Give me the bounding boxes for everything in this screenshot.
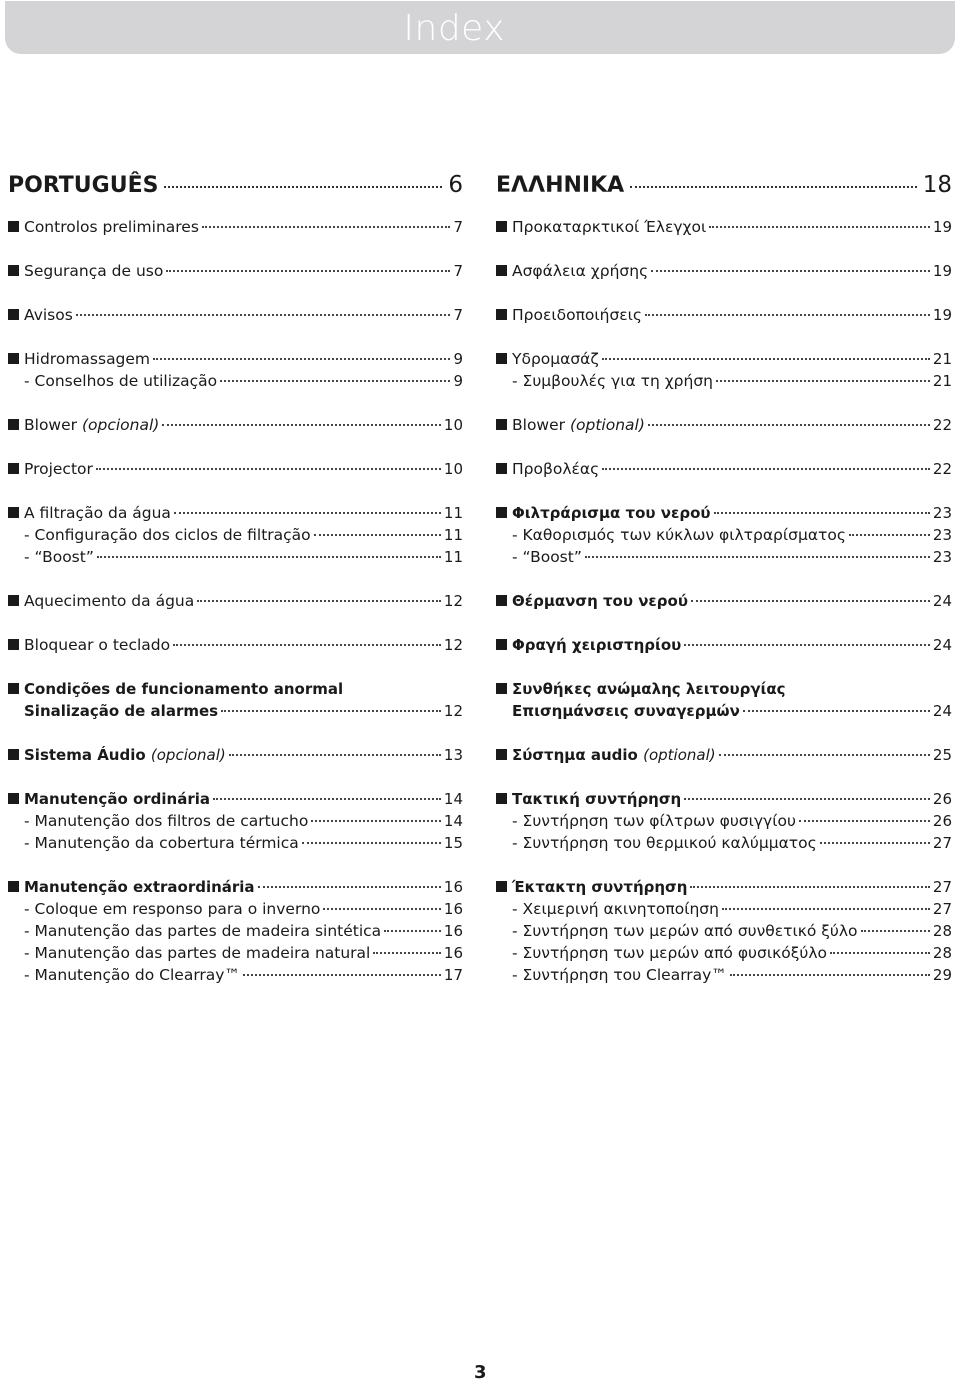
bullet-square-icon <box>8 463 19 474</box>
toc-entry-text: Επισημάνσεις συναγερμών <box>512 702 740 720</box>
toc-entry-text: Condições de funcionamento anormal <box>24 680 344 698</box>
toc-entry-page: 27 <box>932 834 952 852</box>
toc-subentry[interactable] <box>496 920 952 942</box>
dot-leader <box>174 512 441 514</box>
toc-entry[interactable] <box>496 502 952 524</box>
toc-entry-label <box>512 634 681 656</box>
dot-leader <box>684 644 930 646</box>
dot-leader <box>861 930 930 932</box>
toc-entry-page: 10 <box>443 416 463 434</box>
toc-entry-page: 15 <box>443 834 463 852</box>
dot-leader <box>162 424 441 426</box>
toc-entry-page: 14 <box>443 812 463 830</box>
toc-entry-label <box>512 678 786 700</box>
toc-group <box>8 260 463 282</box>
dot-leader <box>173 644 441 646</box>
toc-entry-page: 7 <box>453 218 463 236</box>
toc-entry-page: 16 <box>443 944 463 962</box>
toc-entry-label <box>24 502 171 524</box>
toc-group <box>8 348 463 392</box>
toc-entry[interactable] <box>8 216 463 238</box>
toc-subentry[interactable] <box>496 964 952 986</box>
toc-entry[interactable] <box>8 788 463 810</box>
bullet-square-icon <box>8 353 19 364</box>
toc-entry-label <box>24 634 170 656</box>
bullet-square-icon <box>8 639 19 650</box>
toc-entry-label <box>512 832 817 854</box>
toc-entry-text: - Καθορισμός των κύκλων φιλτραρίσματος <box>512 526 846 544</box>
toc-entry-label <box>512 700 740 722</box>
toc-subentry[interactable] <box>496 810 952 832</box>
toc-entry-text: Manutenção ordinária <box>24 790 211 808</box>
toc-entry-text: Controlos preliminares <box>24 218 199 236</box>
bullet-square-icon <box>8 793 19 804</box>
toc-entry-text: - Συμβουλές για τη χρήση <box>512 372 713 390</box>
toc-group <box>496 458 952 480</box>
toc-group <box>496 788 952 854</box>
dot-leader <box>648 424 930 426</box>
toc-entry-page: 14 <box>443 790 463 808</box>
toc-entry-page: 23 <box>932 526 952 544</box>
toc-entry-optional-note: (opcional) <box>150 746 226 764</box>
toc-entry[interactable] <box>8 876 463 898</box>
toc-entry-text: - Συντήρηση του Clearray™ <box>512 966 727 984</box>
toc-entry-label <box>24 304 73 326</box>
toc-subentry[interactable] <box>496 370 952 392</box>
toc-entry-page: 26 <box>932 812 952 830</box>
bullet-square-icon <box>8 309 19 320</box>
toc-group <box>496 304 952 326</box>
toc-entry-text: Projector <box>24 460 93 478</box>
toc-entry-label <box>512 810 796 832</box>
toc-entry-page: 21 <box>932 372 952 390</box>
language-page: 18 <box>922 172 952 198</box>
toc-entry-text: - Manutenção das partes de madeira sintética <box>24 922 382 940</box>
toc-entry-text: Έκτακτη συντήρηση <box>512 878 688 896</box>
toc-entry-text: - Manutenção da cobertura térmica <box>24 834 299 852</box>
toc-groups <box>496 216 952 986</box>
toc-group <box>496 348 952 392</box>
toc-entry-label <box>24 876 255 898</box>
header-bar <box>5 1 955 54</box>
toc-entry-text: - Συντήρηση του θερμικού καλύμματος <box>512 834 817 852</box>
dot-leader <box>602 358 930 360</box>
toc-entry-label <box>24 898 320 920</box>
toc-subentry[interactable] <box>496 700 952 722</box>
toc-entry-page: 16 <box>443 900 463 918</box>
toc-entry-page: 9 <box>453 350 463 368</box>
toc-subentry[interactable] <box>8 700 463 722</box>
toc-entry-text: - Coloque em responso para o inverno <box>24 900 321 918</box>
toc-group <box>8 502 463 568</box>
toc-entry-page: 11 <box>443 548 463 566</box>
toc-entry-text: - Configuração dos ciclos de filtração <box>24 526 311 544</box>
bullet-square-icon <box>496 463 507 474</box>
toc-entry-page: 25 <box>932 746 952 764</box>
toc-entry-label <box>24 964 240 986</box>
toc-entry-text: Manutenção extraordinária <box>24 878 255 896</box>
dot-leader <box>197 600 441 602</box>
toc-entry-text: Φραγή χειριστηρίου <box>512 636 682 654</box>
language-label: ΕΛΛΗΝΙΚΑ <box>496 173 625 198</box>
dot-leader <box>220 380 450 382</box>
toc-entry-text: Hidromassagem <box>24 350 151 368</box>
toc-entry[interactable] <box>496 744 952 766</box>
bullet-square-icon <box>496 221 507 232</box>
toc-entry-label <box>512 920 858 942</box>
bullet-square-icon <box>496 353 507 364</box>
dot-leader <box>719 754 930 756</box>
bullet-square-icon <box>496 881 507 892</box>
toc-entry-label <box>512 744 716 766</box>
language-heading[interactable] <box>8 172 463 208</box>
toc-entry-page: 19 <box>932 262 952 280</box>
toc-group <box>8 678 463 722</box>
toc-entry-page: 12 <box>443 702 463 720</box>
toc-subentry[interactable] <box>8 370 463 392</box>
toc-entry-page: 19 <box>932 218 952 236</box>
toc-subentry[interactable] <box>496 898 952 920</box>
toc-subentry[interactable] <box>496 942 952 964</box>
dot-leader <box>229 754 441 756</box>
dot-leader <box>243 974 441 976</box>
toc-group <box>8 788 463 854</box>
toc-entry-page: 10 <box>443 460 463 478</box>
toc-entry[interactable] <box>8 634 463 656</box>
dot-leader <box>722 908 930 910</box>
toc-group <box>8 304 463 326</box>
toc-group <box>496 260 952 282</box>
bullet-square-icon <box>8 683 19 694</box>
toc-entry-text: Θέρμανση του νερού <box>512 592 688 610</box>
toc-entry[interactable] <box>8 590 463 612</box>
bullet-square-icon <box>8 595 19 606</box>
dot-leader <box>202 226 451 228</box>
toc-entry-text: Segurança de uso <box>24 262 164 280</box>
toc-group <box>496 744 952 766</box>
toc-group <box>496 678 952 722</box>
toc-entry-label <box>512 876 687 898</box>
dot-leader <box>302 842 441 844</box>
toc-entry-optional-note: (optional) <box>643 746 716 764</box>
toc-entry-page: 24 <box>932 636 952 654</box>
toc-subentry[interactable] <box>8 942 463 964</box>
dot-leader <box>96 468 441 470</box>
toc-entry-page: 23 <box>932 548 952 566</box>
toc-entry-label <box>512 216 706 238</box>
toc-entry-text: Σύστημα audio <box>512 746 638 764</box>
toc-column-portuguese <box>8 172 463 1008</box>
dot-leader <box>645 314 930 316</box>
toc-group <box>496 502 952 568</box>
toc-entry[interactable] <box>496 634 952 656</box>
toc-entry-text: Bloquear o teclado <box>24 636 171 654</box>
bullet-square-icon <box>496 419 507 430</box>
toc-entry[interactable] <box>496 414 952 436</box>
toc-entry[interactable] <box>496 788 952 810</box>
toc-entry-text: Τακτική συντήρηση <box>512 790 682 808</box>
dot-leader <box>690 886 929 888</box>
dot-leader <box>799 820 930 822</box>
toc-subentry[interactable] <box>8 810 463 832</box>
toc-subentry[interactable] <box>8 832 463 854</box>
toc-entry-page: 13 <box>443 746 463 764</box>
toc-entry-label <box>512 260 648 282</box>
toc-entry-page: 16 <box>443 878 463 896</box>
page-title: Index <box>403 8 505 49</box>
toc-entry-label <box>24 260 163 282</box>
toc-entry-page: 7 <box>453 262 463 280</box>
dot-leader <box>716 380 930 382</box>
toc-entry-text: A filtração da água <box>24 504 171 522</box>
toc-entry-optional-note: (optional) <box>569 416 645 434</box>
toc-entry-label <box>24 744 226 766</box>
bullet-square-icon <box>496 683 507 694</box>
toc-group <box>8 458 463 480</box>
toc-subentry[interactable] <box>8 546 463 568</box>
dot-leader <box>651 270 930 272</box>
toc-entry-page: 12 <box>443 592 463 610</box>
toc-entry-page: 24 <box>932 702 952 720</box>
toc-entry-text: Aquecimento da água <box>24 592 195 610</box>
toc-entry-page: 22 <box>932 460 952 478</box>
toc-entry-text: Προειδοποιήσεις <box>512 306 642 324</box>
toc-subentry[interactable] <box>8 524 463 546</box>
toc-subentry[interactable] <box>8 898 463 920</box>
dot-leader <box>820 842 930 844</box>
toc-group <box>8 744 463 766</box>
toc-group <box>496 590 952 612</box>
toc-entry-text: - Συντήρηση των φίλτρων φυσιγγίου <box>512 812 796 830</box>
toc-entry-label <box>512 524 846 546</box>
toc-entry-text: Blower <box>512 416 566 434</box>
toc-entry-page: 21 <box>932 350 952 368</box>
toc-entry-text: - “Boost” <box>512 548 582 566</box>
toc-group <box>8 414 463 436</box>
toc-entry-text: Sinalização de alarmes <box>24 702 219 720</box>
toc-entry[interactable] <box>496 458 952 480</box>
toc-entry-text: - Manutenção dos filtros de cartucho <box>24 812 309 830</box>
toc-entry[interactable] <box>8 348 463 370</box>
toc-subentry[interactable] <box>496 524 952 546</box>
toc-entry-page: 9 <box>453 372 463 390</box>
language-page: 6 <box>448 172 463 198</box>
toc-entry[interactable] <box>8 414 463 436</box>
toc-subentry[interactable] <box>8 920 463 942</box>
toc-entry-label <box>24 216 199 238</box>
toc-entry-label <box>24 458 93 480</box>
bullet-square-icon <box>8 881 19 892</box>
dot-leader <box>314 534 441 536</box>
toc-entry[interactable] <box>496 876 952 898</box>
toc-group <box>8 876 463 986</box>
toc-entry-page: 19 <box>932 306 952 324</box>
toc-entry-label <box>24 832 299 854</box>
toc-entry-label <box>512 348 599 370</box>
bullet-square-icon <box>496 595 507 606</box>
toc-groups <box>8 216 463 986</box>
bullet-square-icon <box>8 419 19 430</box>
dot-leader <box>743 710 930 712</box>
toc-entry-label <box>24 348 150 370</box>
toc-entry[interactable] <box>8 304 463 326</box>
bullet-square-icon <box>496 749 507 760</box>
dot-leader <box>166 270 450 272</box>
toc-entry[interactable] <box>496 590 952 612</box>
toc-entry-label <box>24 700 218 722</box>
bullet-square-icon <box>8 221 19 232</box>
toc-entry-page: 22 <box>932 416 952 434</box>
toc-subentry[interactable] <box>8 964 463 986</box>
toc-entry-text: Blower <box>24 416 78 434</box>
toc-entry-page: 17 <box>443 966 463 984</box>
toc-entry-label <box>512 964 727 986</box>
toc-entry-label <box>512 788 681 810</box>
dot-leader <box>585 556 930 558</box>
toc-entry-page: 11 <box>443 526 463 544</box>
toc-entry-optional-note: (opcional) <box>81 416 160 434</box>
dot-leader <box>849 534 930 536</box>
dot-leader <box>830 952 930 954</box>
dot-leader <box>153 358 450 360</box>
bullet-square-icon <box>496 309 507 320</box>
bullet-square-icon <box>496 793 507 804</box>
toc-entry-text: - “Boost” <box>24 548 94 566</box>
toc-entry-page: 12 <box>443 636 463 654</box>
toc-entry-label <box>24 810 308 832</box>
bullet-square-icon <box>496 507 507 518</box>
toc-entry[interactable] <box>496 678 952 700</box>
toc-entry[interactable] <box>8 502 463 524</box>
toc-entry[interactable] <box>8 260 463 282</box>
toc-entry-page: 23 <box>932 504 952 522</box>
toc-entry-label <box>24 414 159 436</box>
toc-group <box>496 634 952 656</box>
dot-leader <box>709 226 930 228</box>
toc-entry-text: Υδρομασάζ <box>512 350 599 368</box>
toc-entry-label <box>24 524 311 546</box>
toc-group <box>8 634 463 656</box>
toc-entry-text: Συνθήκες ανώμαλης λειτουργίας <box>512 680 786 698</box>
toc-entry-page: 24 <box>932 592 952 610</box>
toc-entry-text: - Conselhos de utilização <box>24 372 218 390</box>
dot-leader <box>684 798 930 800</box>
toc-entry-label <box>24 370 217 392</box>
dot-leader <box>213 798 441 800</box>
toc-entry-label <box>512 546 582 568</box>
toc-group <box>8 216 463 238</box>
dot-leader <box>730 974 930 976</box>
toc-entry-label <box>24 590 194 612</box>
toc-entry-text: - Χειμερινή ακινητοποίηση <box>512 900 719 918</box>
toc-entry-text: Sistema Áudio <box>24 746 146 764</box>
toc-entry-label <box>512 898 719 920</box>
toc-subentry[interactable] <box>496 832 952 854</box>
dot-leader <box>630 186 917 188</box>
toc-entry-text: - Manutenção das partes de madeira natural <box>24 944 371 962</box>
toc-entry-page: 27 <box>932 878 952 896</box>
dot-leader <box>714 512 930 514</box>
toc-group <box>496 414 952 436</box>
toc-entry-label <box>512 370 713 392</box>
dot-leader <box>384 930 441 932</box>
toc-entry-label <box>512 414 645 436</box>
toc-subentry[interactable] <box>496 546 952 568</box>
toc-entry-page: 7 <box>453 306 463 324</box>
toc-entry-text: - Συντήρηση των μερών από φυσικόξύλο <box>512 944 827 962</box>
language-heading[interactable] <box>496 172 952 208</box>
toc-entry-page: 26 <box>932 790 952 808</box>
toc-entry-text: Προβολέας <box>512 460 600 478</box>
toc-entry[interactable] <box>496 304 952 326</box>
toc-entry-text: Avisos <box>24 306 73 324</box>
dot-leader <box>691 600 930 602</box>
dot-leader <box>602 468 930 470</box>
dot-leader <box>373 952 441 954</box>
toc-entry-page: 28 <box>932 944 952 962</box>
bullet-square-icon <box>8 507 19 518</box>
dot-leader <box>221 710 441 712</box>
toc-entry-page: 28 <box>932 922 952 940</box>
toc-entry-text: Ασφάλεια χρήσης <box>512 262 649 280</box>
toc-group <box>496 216 952 238</box>
toc-entry-text: - Manutenção do Clearray™ <box>24 966 240 984</box>
toc-group <box>8 590 463 612</box>
dot-leader <box>164 186 442 188</box>
toc-entry-label <box>512 590 688 612</box>
dot-leader <box>323 908 441 910</box>
toc-entry-text: - Συντήρηση των μερών από συνθετικό ξύλο <box>512 922 858 940</box>
toc-entry-text: Φιλτράρισμα του νερού <box>512 504 711 522</box>
toc-entry[interactable] <box>496 260 952 282</box>
toc-entry-label <box>512 502 711 524</box>
toc-entry[interactable] <box>496 348 952 370</box>
toc-entry[interactable] <box>8 458 463 480</box>
toc-entry-page: 11 <box>443 504 463 522</box>
toc-entry-page: 16 <box>443 922 463 940</box>
page-number: 3 <box>474 1362 487 1383</box>
bullet-square-icon <box>496 639 507 650</box>
toc-entry-label <box>512 458 599 480</box>
dot-leader <box>97 556 441 558</box>
toc-entry-page: 27 <box>932 900 952 918</box>
dot-leader <box>76 314 451 316</box>
toc-entry-label <box>24 942 370 964</box>
toc-entry-label <box>24 678 343 700</box>
toc-column-greek <box>496 172 952 1008</box>
toc-entry[interactable] <box>8 678 463 700</box>
bullet-square-icon <box>8 749 19 760</box>
toc-entry[interactable] <box>8 744 463 766</box>
toc-entry[interactable] <box>496 216 952 238</box>
toc-entry-label <box>24 788 210 810</box>
toc-entry-page: 29 <box>932 966 952 984</box>
dot-leader <box>258 886 441 888</box>
toc-entry-label <box>512 942 827 964</box>
dot-leader <box>311 820 441 822</box>
bullet-square-icon <box>496 265 507 276</box>
toc-entry-text: Προκαταρκτικοί Έλεγχοι <box>512 218 707 236</box>
toc-entry-label <box>24 920 381 942</box>
toc-entry-label <box>512 304 642 326</box>
toc-group <box>496 876 952 986</box>
toc-entry-label <box>24 546 94 568</box>
language-label: PORTUGUÊS <box>8 173 159 198</box>
bullet-square-icon <box>8 265 19 276</box>
